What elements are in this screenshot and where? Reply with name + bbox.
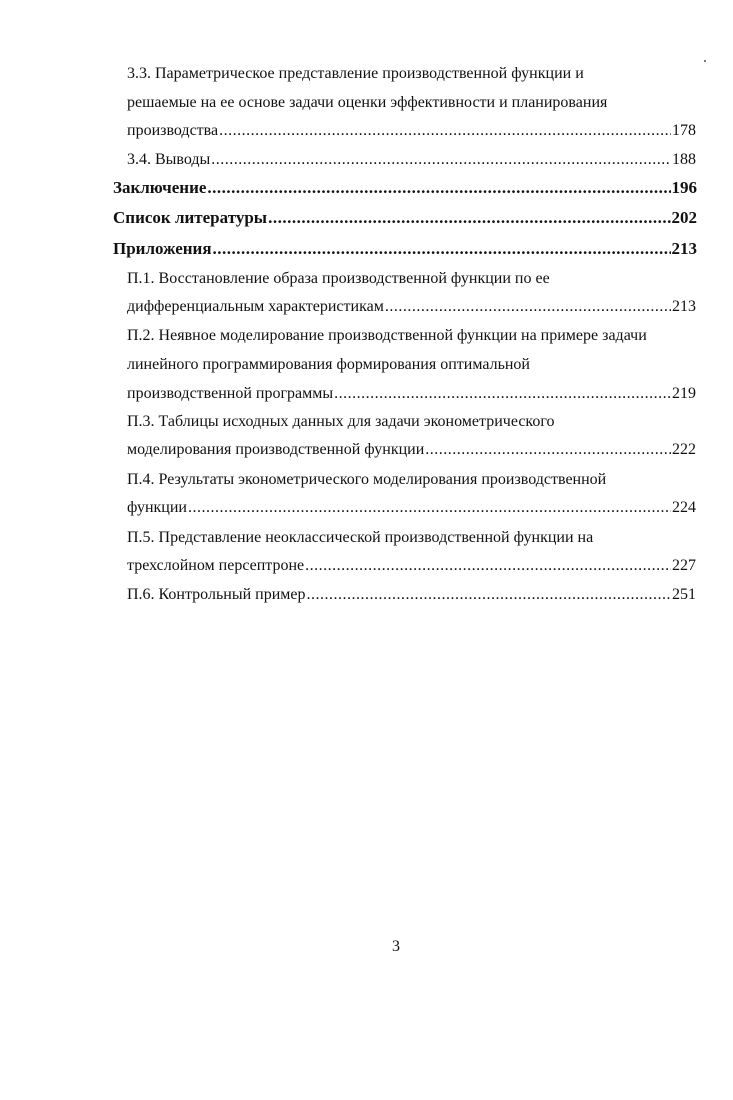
dot-leader (213, 239, 671, 259)
toc-entry-label: моделирования производственной функции (127, 441, 425, 458)
toc-entry-label: функции (127, 499, 187, 516)
dot-leader (305, 556, 671, 576)
dot-leader (268, 208, 670, 228)
toc-entry-label: производственной программы (127, 385, 334, 402)
toc-entry-p4-line1: П.4. Результаты эконометрического моделирования производственной (127, 471, 607, 488)
scan-speck (704, 60, 706, 62)
toc-page-number: 178 (672, 122, 696, 139)
toc-entry-references[interactable] (113, 208, 697, 228)
toc-page-number: 202 (671, 208, 697, 227)
dot-leader (306, 585, 671, 605)
toc-entry-label: 3.4. Выводы (127, 151, 211, 168)
toc-page-number: 219 (672, 385, 696, 402)
toc-entry-label: Заключение (113, 178, 207, 197)
dot-leader (385, 297, 671, 317)
toc-page-number: 196 (671, 178, 697, 197)
toc-entry-p1-line1: П.1. Восстановление образа производственной функции по ее (127, 270, 550, 287)
page-number: 3 (392, 938, 400, 955)
toc-entry-p3[interactable] (127, 440, 696, 460)
toc-entry-p5[interactable] (127, 556, 696, 576)
toc-entry-conclusion[interactable] (113, 178, 697, 198)
toc-page-number: 222 (672, 441, 696, 458)
toc-entry-p2-line2: линейного программирования формирования оптимальной (127, 356, 530, 373)
toc-entry-3-3[interactable] (127, 121, 696, 141)
toc-entry-3-3-line1: 3.3. Параметрическое представление производственной функции и (127, 65, 584, 82)
toc-page-number: 213 (672, 298, 696, 315)
toc-entry-p3-line1: П.3. Таблицы исходных данных для задачи эконометрического (127, 413, 555, 430)
toc-page-number: 188 (672, 151, 696, 168)
toc-entry-appendices[interactable] (113, 239, 697, 259)
toc-page-number: 251 (672, 586, 696, 603)
toc-entry-label: Приложения (113, 239, 212, 258)
toc-entry-p2-line1: П.2. Неявное моделирование производственной функции на примере задачи (127, 327, 647, 344)
dot-leader (425, 440, 671, 460)
toc-entry-label: дифференциальным характеристикам (127, 298, 384, 315)
dot-leader (207, 178, 670, 198)
toc-entry-p1[interactable] (127, 297, 696, 317)
dot-leader (334, 384, 671, 404)
toc-entry-label: Список литературы (113, 208, 268, 227)
toc-entry-p4[interactable] (127, 498, 696, 518)
toc-entry-p2[interactable] (127, 384, 696, 404)
dot-leader (211, 150, 671, 170)
toc-page-number: 224 (672, 499, 696, 516)
toc-page-number: 213 (671, 239, 697, 258)
toc-entry-label: П.6. Контрольный пример (127, 586, 306, 603)
toc-entry-3-3-line2: решаемые на ее основе задачи оценки эффективности и планирования (127, 94, 608, 111)
toc-page-number: 227 (672, 557, 696, 574)
dot-leader (219, 121, 671, 141)
dot-leader (188, 498, 671, 518)
toc-entry-label: производства (127, 122, 219, 139)
toc-entry-p5-line1: П.5. Представление неоклассической производственной функции на (127, 529, 594, 546)
toc-entry-p6[interactable] (127, 585, 696, 605)
toc-entry-label: трехслойном персептроне (127, 557, 305, 574)
toc-entry-3-4[interactable] (127, 150, 696, 170)
